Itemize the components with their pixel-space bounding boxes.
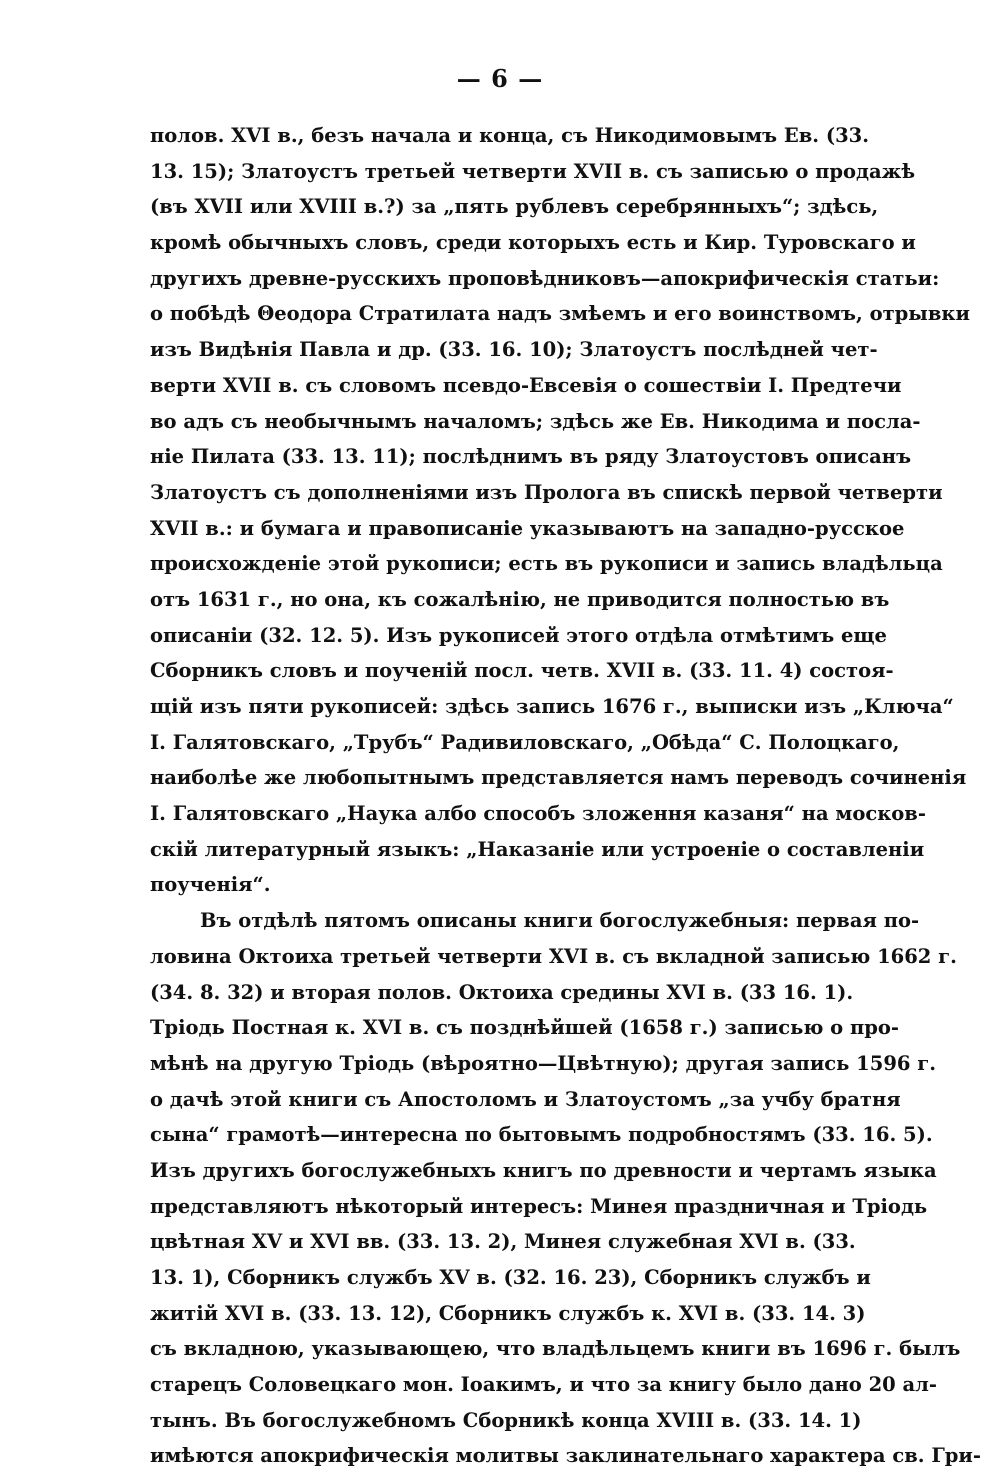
text-line: кромѣ обычныхъ словъ, среди которыхъ есть и Кир. Туровскаго и — [150, 231, 916, 255]
text-line: (34. 8. 32) и вторая полов. Октоиха средины XVI в. (33 16. 1). — [150, 980, 854, 1004]
text-line: скій литературный языкъ: „Наказаніе или устроеніе о составленіи — [150, 837, 925, 861]
text-line: І. Галятовскаго „Наука албо способъ зложення казаня“ на москов- — [150, 802, 926, 826]
text-line: старецъ Соловецкаго мон. Іоакимъ, и что за книгу было дано 20 ал- — [150, 1373, 937, 1397]
text-line: съ вкладною, указывающею, что владѣльцемъ книги въ 1696 г. былъ — [150, 1337, 961, 1361]
text-line: представляютъ нѣкоторый интересъ: Минея праздничная и Тріодь — [150, 1194, 928, 1218]
text-line: поученія“. — [150, 873, 271, 897]
text-line: житій XVI в. (33. 13. 12), Сборникъ службъ к. XVI в. (33. 14. 3) — [150, 1301, 866, 1325]
text-line: верти XVII в. съ словомъ псевдо-Евсевія о сошествіи І. Предтечи — [150, 373, 902, 397]
page-number: — 6 — — [456, 64, 544, 93]
text-line: происхожденіе этой рукописи; есть въ рукописи и запись владѣльца — [150, 552, 943, 576]
text-line: тынъ. Въ богослужебномъ Сборникѣ конца XVIII в. (33. 14. 1) — [150, 1408, 862, 1432]
text-line: о дачѣ этой книги съ Апостоломъ и Златоустомъ „за учбу братня — [150, 1087, 901, 1111]
text-line: имѣются апокрифическія молитвы заклинательнаго характера св. Гри- — [150, 1444, 981, 1468]
text-line: наиболѣе же любопытнымъ представляется намъ переводъ сочиненія — [150, 766, 967, 790]
text-line: ловина Октоиха третьей четверти XVI в. съ вкладной записью 1662 г. — [150, 944, 957, 968]
text-line: изъ Видѣнія Павла и др. (33. 16. 10); Златоустъ послѣдней чет- — [150, 338, 878, 362]
text-line: мѣнѣ на другую Тріодь (вѣроятно—Цвѣтную); другая запись 1596 г. — [150, 1051, 936, 1075]
text-line: 13. 1), Сборникъ службъ XV в. (32. 16. 23), Сборникъ службъ и — [150, 1266, 871, 1289]
text-line: о побѣдѣ Θеодора Стратилата надъ змѣемъ и его воинствомъ, отрывки — [150, 302, 970, 326]
text-line: Изъ другихъ богослужебныхъ книгъ по древности и чертамъ языка — [150, 1158, 937, 1182]
text-line: ніе Пилата (33. 13. 11); послѣднимъ въ ряду Златоустовъ описанъ — [150, 445, 912, 469]
text-line: щій изъ пяти рукописей: здѣсь запись 1676 г., выписки изъ „Ключа“ — [150, 695, 954, 718]
text-line: другихъ древне-русскихъ проповѣдниковъ—апокрифическія статьи: — [150, 266, 940, 290]
text-line: І. Галятовскаго, „Трубъ“ Радивиловскаго, „Обѣда“ С. Полоцкаго, — [150, 730, 900, 754]
text-line: описаніи (32. 12. 5). Изъ рукописей этого отдѣла отмѣтимъ еще — [150, 623, 887, 647]
body-text — [150, 118, 981, 1474]
text-line: (въ XVII или XVIII в.?) за „пять рублевъ серебрянныхъ“; здѣсь, — [150, 195, 879, 219]
text-line: Въ отдѣлѣ пятомъ описаны книги богослужебныя: первая по- — [200, 909, 920, 933]
text-line: сына“ грамотѣ—интересна по бытовымъ подробностямъ (33. 16. 5). — [150, 1123, 933, 1147]
text-line: 13. 15); Златоустъ третьей четверти XVII в. съ записью о продажѣ — [150, 159, 916, 183]
text-line: Златоустъ съ дополненіями изъ Пролога въ спискѣ первой четверти — [150, 480, 943, 504]
text-line: Сборникъ словъ и поученій посл. четв. XVII в. (33. 11. 4) состоя- — [150, 659, 894, 683]
text-line: цвѣтная XV и XVI вв. (33. 13. 2), Минея служебная XVI в. (33. — [150, 1230, 856, 1254]
text-line: отъ 1631 г., но она, къ сожалѣнію, не приводится полностью въ — [150, 587, 890, 611]
text-line: полов. XVI в., безъ начала и конца, съ Никодимовымъ Ев. (33. — [150, 124, 869, 147]
paragraph-2 — [150, 903, 981, 1474]
text-line: Тріодь Постная к. XVI в. съ позднѣйшей (1658 г.) записью о про- — [150, 1016, 899, 1040]
text-line: во адъ съ необычнымъ началомъ; здѣсь же Ев. Никодима и посла- — [150, 409, 921, 433]
text-line: XVII в.: и бумага и правописаніе указываютъ на западно-русское — [150, 516, 905, 540]
paragraph-1 — [150, 118, 970, 903]
